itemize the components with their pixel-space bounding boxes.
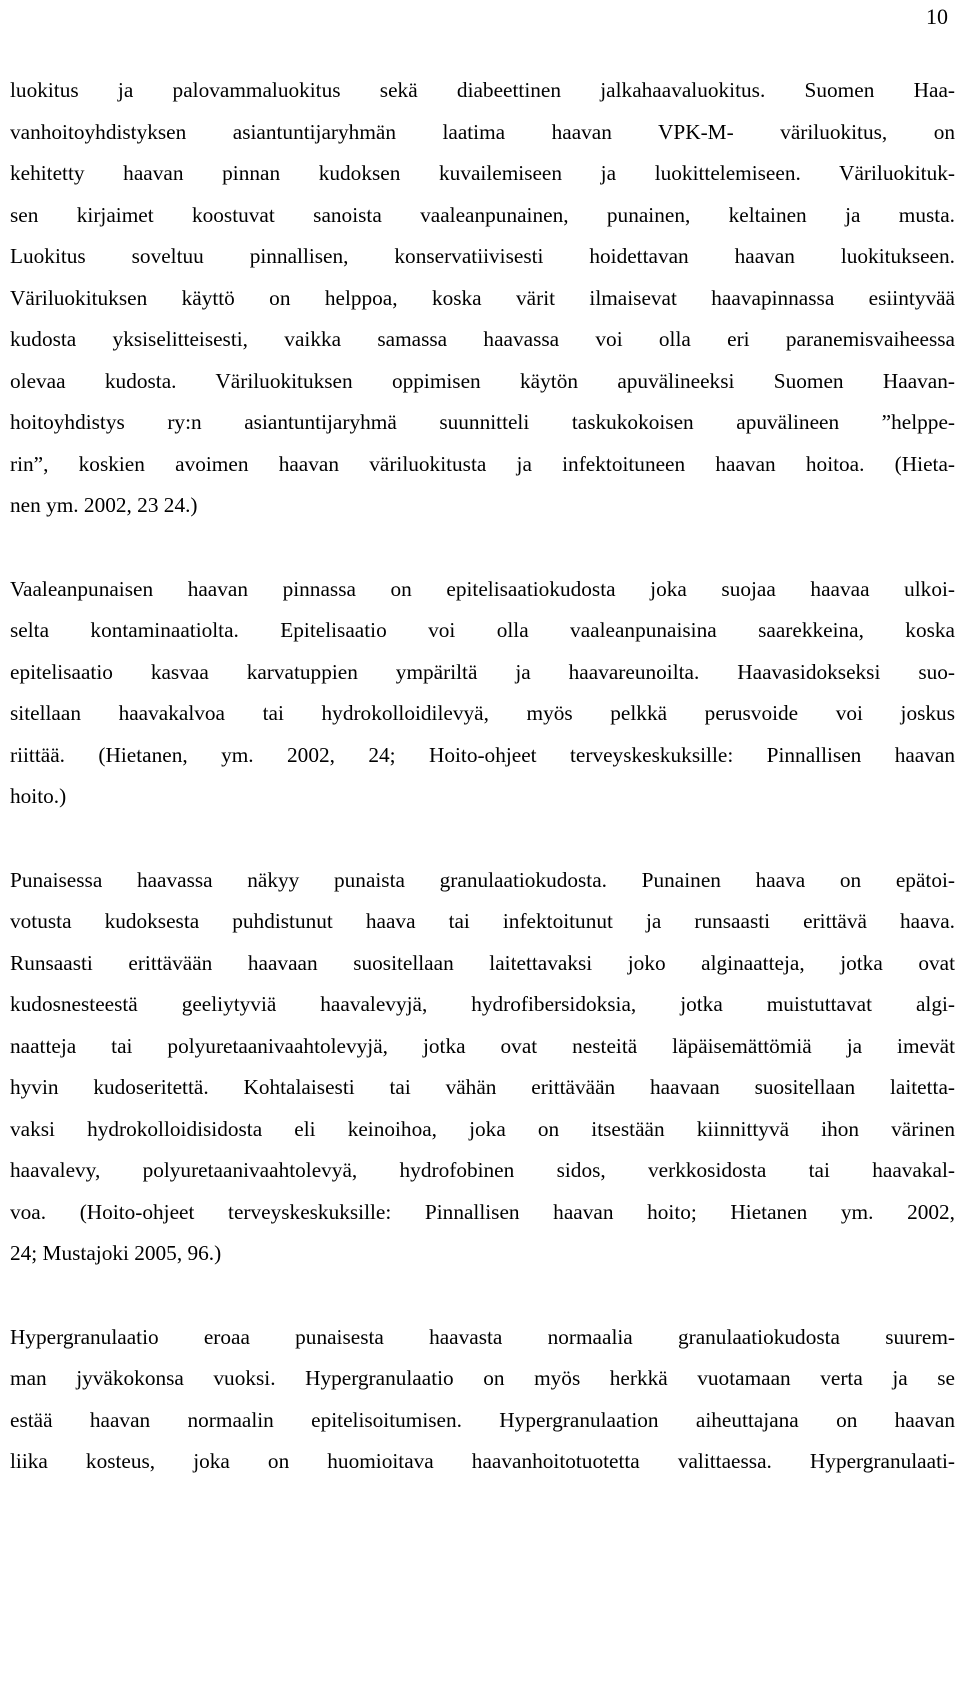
text-line: riittää. (Hietanen, ym. 2002, 24; Hoito-ohjeet terveyskeskuksille: Pinnallisen haavan <box>10 742 955 767</box>
text-line: votusta kudoksesta puhdistunut haava tai infektoitunut ja runsaasti erittävä haava. <box>10 909 955 933</box>
text-line: Hypergranulaatio eroaa punaisesta haavasta normaalia granulaatiokudosta suurem- <box>10 1324 955 1349</box>
text-line: kudosta yksiselitteisesti, vaikka samassa haavassa voi olla eri paranemisvaiheessa <box>10 327 955 351</box>
text-line: epitelisaatio kasvaa karvatuppien ympäriltä ja haavareunoilta. Haavasidokseksi suo- <box>10 659 955 684</box>
text-line: hoitoyhdistys ry:n asiantuntijaryhmä suunnitteli taskukokoisen apuvälineen ”helppe- <box>10 410 955 434</box>
text-line: rin”, koskien avoimen haavan väriluokitusta ja infektoituneen haavan hoitoa. (Hieta- <box>10 451 955 476</box>
text-line: hoito.) <box>10 784 67 808</box>
text-line: Väriluokituksen käyttö on helppoa, koska värit ilmaisevat haavapinnassa esiintyvää <box>10 285 955 310</box>
page-number: 10 <box>926 4 948 29</box>
text-line: luokitus ja palovammaluokitus sekä diabeettinen jalkahaavaluokitus. Suomen Haa- <box>10 78 955 102</box>
text-line: selta kontaminaatiolta. Epitelisaatio voi olla vaaleanpunaisina saarekkeina, koska <box>10 618 955 642</box>
paragraph-pink-wound <box>10 569 955 818</box>
text-line: man jyväkokonsa vuoksi. Hypergranulaatio on myös herkkä vuotamaan verta ja se <box>10 1366 955 1390</box>
text-line: nen ym. 2002, 23 24.) <box>10 493 198 517</box>
text-line: vaksi hydrokolloidisidosta eli keinoihoa, joka on itsestään kiinnittyvä ihon värinen <box>10 1116 955 1141</box>
text-line: liika kosteus, joka on huomioitava haavanhoitotuotetta valittaessa. Hypergranulaati- <box>10 1449 955 1473</box>
text-line: voa. (Hoito-ohjeet terveyskeskuksille: Pinnallisen haavan hoito; Hietanen ym. 2002, <box>10 1199 955 1224</box>
text-line: estää haavan normaalin epitelisoitumisen. Hypergranulaation aiheuttajana on haavan <box>10 1407 955 1432</box>
text-line: Luokitus soveltuu pinnallisen, konservatiivisesti hoidettavan haavan luokitukseen. <box>10 244 955 268</box>
text-line: olevaa kudosta. Väriluokituksen oppimisen käytön apuvälineeksi Suomen Haavan- <box>10 368 955 393</box>
text-line: kehitetty haavan pinnan kudoksen kuvailemiseen ja luokittelemiseen. Väriluokituk- <box>10 161 955 185</box>
paragraph-color-classification <box>10 70 955 527</box>
paragraph-red-wound <box>10 860 955 1275</box>
body-text <box>10 70 955 1525</box>
text-line: vanhoitoyhdistyksen asiantuntijaryhmän laatima haavan VPK-M- väriluokitus, on <box>10 119 955 144</box>
text-line: haavalevy, polyuretaanivaahtolevyä, hydrofobinen sidos, verkkosidosta tai haavakal- <box>10 1158 955 1182</box>
text-line: Punaisessa haavassa näkyy punaista granulaatiokudosta. Punainen haava on epätoi- <box>10 867 955 892</box>
text-line: sen kirjaimet koostuvat sanoista vaaleanpunainen, punainen, keltainen ja musta. <box>10 202 955 227</box>
text-line: 24; Mustajoki 2005, 96.) <box>10 1241 222 1265</box>
paragraph-hypergranulation <box>10 1317 955 1483</box>
text-line: Vaaleanpunaisen haavan pinnassa on epitelisaatiokudosta joka suojaa haavaa ulkoi- <box>10 576 955 601</box>
text-line: Runsaasti erittävään haavaan suositellaan laitettavaksi joko alginaatteja, jotka ovat <box>10 950 955 975</box>
text-line: sitellaan haavakalvoa tai hydrokolloidilevyä, myös pelkkä perusvoide voi joskus <box>10 701 955 725</box>
text-line: naatteja tai polyuretaanivaahtolevyjä, jotka ovat nesteitä läpäisemättömiä ja imevät <box>10 1033 955 1058</box>
text-line: kudosnesteestä geeliytyviä haavalevyjä, hydrofibersidoksia, jotka muistuttavat algi- <box>10 992 955 1016</box>
text-line: hyvin kudoseritettä. Kohtalaisesti tai vähän erittävään haavaan suositellaan laitetta- <box>10 1075 955 1099</box>
